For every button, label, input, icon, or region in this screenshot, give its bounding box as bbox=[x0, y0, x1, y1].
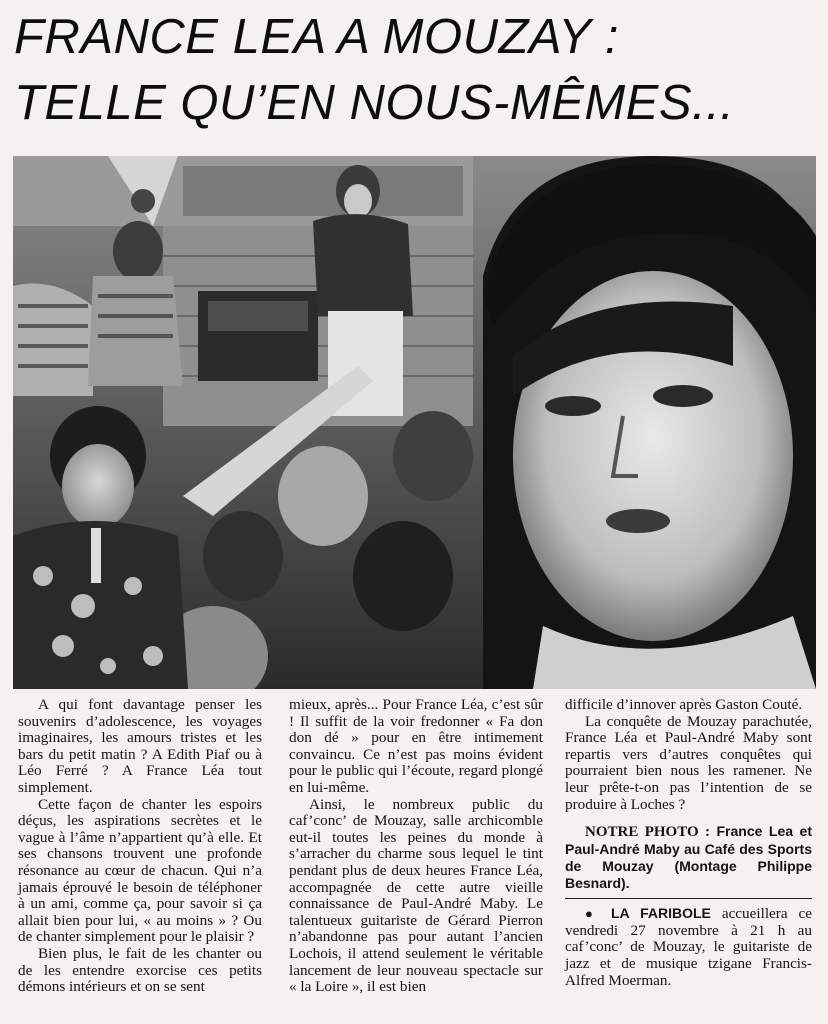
article-column-1 bbox=[18, 697, 262, 996]
paragraph: Bien plus, le fait de les chanter ou de les entendre exorcise ces petits démons intérieurs et on se sent bbox=[18, 944, 262, 996]
article-column-3 bbox=[565, 697, 812, 989]
article-column-2 bbox=[289, 697, 543, 996]
headline bbox=[14, 4, 814, 136]
paragraph: difficile d’innover après Gaston Couté. bbox=[565, 696, 803, 713]
caption-text: France Lea et Paul-André Maby au Café des Sports de Mouzay (Montage Philippe Besnard). bbox=[565, 823, 812, 892]
headline-line-2: TELLE QU’EN NOUS-MÊMES... bbox=[14, 76, 735, 130]
faribole-heading: LA FARIBOLE bbox=[610, 905, 711, 922]
bullet-icon: ● bbox=[585, 906, 600, 922]
concert-photo bbox=[13, 156, 816, 689]
headline-line-1: FRANCE LEA A MOUZAY : bbox=[14, 10, 619, 64]
faribole-paragraph bbox=[565, 905, 812, 989]
paragraph: A qui font davantage penser les souvenirs d’adolescence, les voyages imaginaires, les amours tristes et les bars du petit matin ? A Edith Piaf ou à Léo Ferré ? A France Léa tout simplement. bbox=[18, 696, 262, 796]
concert-photo-icon bbox=[13, 156, 816, 689]
faribole-text: accueillera ce vendredi 27 novembre à 21 h au caf’conc’ de Mouzay, le guitariste de jazz et de musique tzigane Francis-Alfred Moerman. bbox=[565, 905, 813, 989]
paragraph: Ainsi, le nombreux public du caf’conc’ de Mouzay, salle archicomble eut-il toutes les peines du monde à s’arracher du charme sous lequel le tint pendant plus de deux heures France Léa, accompagnée de cette autre vieille connaissance de Paul-André Maby. Le talentueux guitariste de Gérard Pierron n’abandonne pas pour autant l’ancien Lochois, il attend seulement le véritable lancement de leur nouveau spectacle sur « la Loire », il est bien bbox=[289, 795, 543, 996]
paragraph: Cette façon de chanter les espoirs déçus, les aspirations secrètes et le vague à l’âme n’appartient qu’à elle. Et ses chansons trouvent une profonde résonance au cœur de chacun. Qui n’a jamais éprouvé le besoin de téléphoner à un ami, comme ça, pour savoir si ça allait bien pour lui, « au moins » ? Ou de chanter simplement pour le plaisir ? bbox=[18, 795, 262, 946]
paragraph: La conquête de Mouzay parachutée, France Léa et Paul-André Maby sont repartis vers d’autres conquêtes qui pourraient bien nous les ramener. Ne leur prête-t-on pas l’intention de se produire à Loches ? bbox=[565, 712, 812, 813]
caption-lead: NOTRE PHOTO : bbox=[585, 824, 710, 841]
divider bbox=[565, 898, 812, 899]
paragraph: mieux, après... Pour France Léa, c’est sûr ! Il suffit de la voir fredonner « Fa don don dé » pour en être intimement convaincu. Ce n’est pas moins évident pour le public qui l’écoute, regard plongé en lui-même. bbox=[289, 696, 543, 796]
photo-caption bbox=[565, 823, 812, 892]
